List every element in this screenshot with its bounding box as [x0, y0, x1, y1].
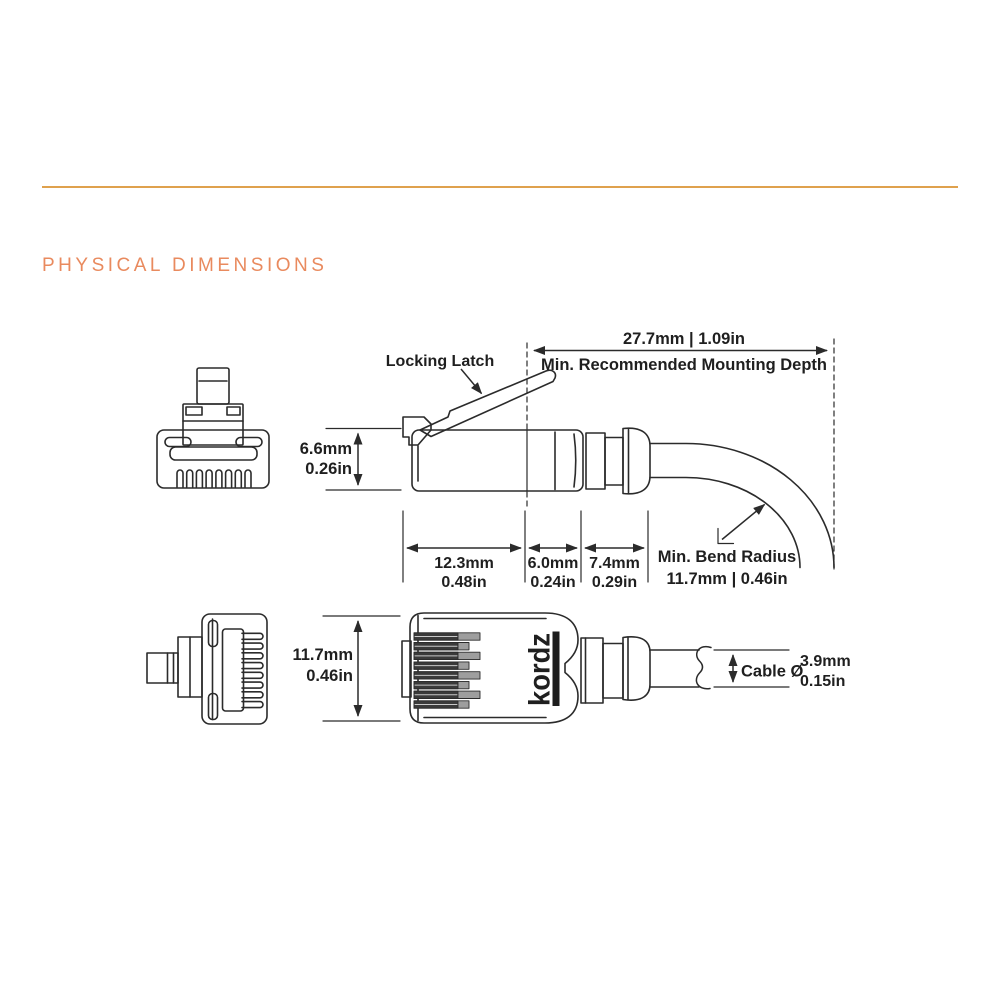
strain-ring-b2	[603, 644, 623, 699]
latch-slot-right	[227, 407, 240, 415]
plug-body-side	[412, 430, 583, 491]
section-heading: PHYSICAL DIMENSIONS	[42, 255, 328, 276]
mounting-depth-label: Min. Recommended Mounting Depth	[541, 356, 827, 374]
mounting-depth-value: 27.7mm | 1.09in	[622, 330, 746, 348]
plug-height-in: 0.26in	[305, 460, 352, 478]
boot-top	[623, 637, 650, 700]
cable-diameter-in: 0.15in	[800, 673, 846, 690]
cable-diameter-label: Cable Ø	[741, 662, 804, 681]
body-length-mm: 12.3mm	[434, 555, 494, 572]
strain-ring-b	[605, 438, 623, 486]
body-length-in: 0.48in	[441, 574, 487, 591]
plug-side-view	[403, 370, 834, 567]
collar-length-in: 0.24in	[530, 574, 576, 591]
contact-pins-front	[177, 470, 251, 487]
locking-latch-arm	[420, 370, 555, 436]
locking-latch-label: Locking Latch	[385, 353, 495, 370]
strain-ring-a	[586, 433, 605, 489]
bend-radius-label: Min. Bend Radius	[657, 548, 797, 566]
plug-front-view-rotated	[147, 614, 267, 724]
strain-ring-a2	[581, 638, 603, 703]
plug-width-in: 0.46in	[306, 667, 353, 685]
dimension-lines-top	[326, 339, 834, 582]
bend-radius-value: 11.7mm | 0.46in	[666, 570, 788, 588]
boot-length-mm: 7.4mm	[589, 555, 640, 572]
locking-latch-leader	[461, 369, 482, 394]
contact-pins-side	[242, 633, 263, 707]
boot-side	[623, 428, 650, 494]
contact-pins-top	[414, 633, 480, 708]
cable-diameter-mm: 3.9mm	[800, 653, 851, 670]
latch-slot-left	[186, 407, 202, 415]
brand-logo: kordz	[523, 625, 557, 706]
cable-break-symbol	[696, 647, 711, 689]
boot-length-in: 0.29in	[591, 574, 638, 591]
collar-length-mm: 6.0mm	[527, 555, 579, 572]
bend-radius-leader	[722, 505, 765, 540]
plug-height-mm: 6.6mm	[299, 440, 352, 458]
plug-top-view	[402, 613, 711, 723]
plug-width-mm: 11.7mm	[292, 646, 353, 664]
plug-front-view	[157, 368, 269, 488]
